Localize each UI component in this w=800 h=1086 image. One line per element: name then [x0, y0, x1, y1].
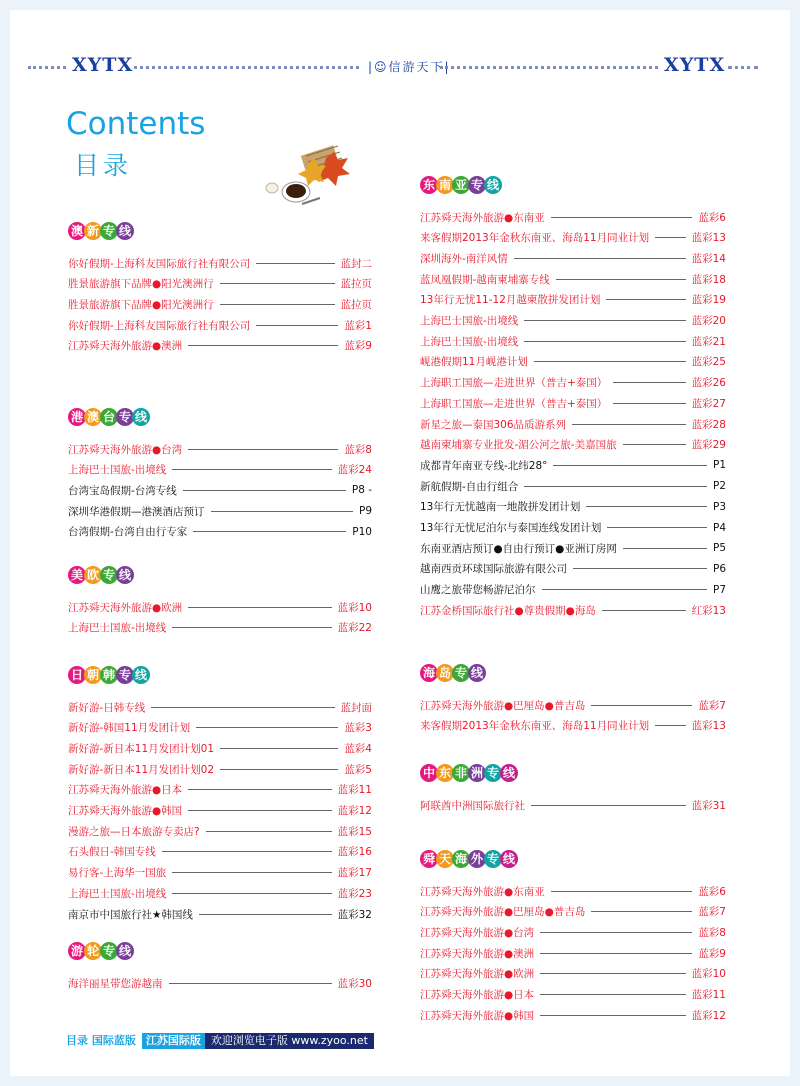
- toc-entry[interactable]: [68, 974, 372, 992]
- toc-leader-line: [540, 932, 692, 933]
- title-mulu: 目录: [74, 151, 133, 180]
- toc-entry-title: 13年行无忧尼泊尔与泰国连线发团计划: [420, 522, 602, 534]
- toc-leader-line: [220, 769, 338, 770]
- toc-entry[interactable]: [420, 477, 726, 495]
- toc-leader-line: [572, 424, 686, 425]
- section-heading-char: 岛: [436, 664, 454, 682]
- toc-entry-title: 漫游之旅—日本旅游专卖店?: [68, 825, 200, 838]
- section-heading-char: 专: [484, 764, 502, 782]
- toc-leader-line: [188, 810, 331, 811]
- section-heading-char: 韩: [100, 666, 118, 684]
- toc-entry-title: 江苏舜天海外旅游●巴厘岛●普吉岛: [420, 699, 586, 712]
- section-heading-char: 线: [500, 850, 518, 868]
- toc-entry[interactable]: [420, 796, 726, 814]
- section-heading-char: 日: [68, 666, 86, 684]
- section-heading-char: 新: [84, 222, 102, 240]
- section-heading-char: 专: [116, 408, 134, 426]
- toc-leader-line: [172, 872, 331, 873]
- toc-entry[interactable]: [420, 436, 726, 454]
- toc-entry-page: 蓝彩18: [691, 273, 726, 286]
- toc-entry[interactable]: [68, 316, 372, 334]
- section-heading-char: 线: [132, 666, 150, 684]
- toc-entry-page: 蓝彩17: [337, 867, 372, 880]
- toc-leader-line: [206, 831, 332, 832]
- toc-entry-page: 蓝彩8: [344, 443, 372, 456]
- toc-entry-page: 蓝彩13: [691, 720, 726, 733]
- header-slogan: |☺信游天下|: [368, 60, 451, 74]
- section-heading-char: 专: [484, 850, 502, 868]
- toc-entry[interactable]: [68, 760, 372, 778]
- toc-entry-page: 蓝彩10: [691, 968, 726, 981]
- toc-entry[interactable]: [420, 965, 726, 983]
- toc-leader-line: [540, 973, 685, 974]
- toc-entry-page: P4: [712, 521, 726, 534]
- toc-leader-line: [606, 299, 685, 300]
- toc-leader-line: [623, 548, 707, 549]
- section-heading-char: 欧: [84, 566, 102, 584]
- toc-entry-page: 蓝彩9: [698, 947, 726, 960]
- toc-entry-page: 蓝彩12: [691, 1009, 726, 1022]
- toc-entry-title: 上海巴士国旅-出境线: [68, 622, 167, 635]
- toc-leader-line: [542, 589, 707, 590]
- toc-entry[interactable]: [420, 415, 726, 433]
- toc-entry-title: 石头假日-韩国专线: [68, 846, 156, 859]
- toc-entry[interactable]: [68, 739, 372, 757]
- toc-entry-title: 易行客-上海华一国旅: [68, 867, 167, 880]
- toc-leader-line: [256, 263, 334, 264]
- toc-leader-line: [172, 469, 331, 470]
- toc-entry-page: 蓝彩10: [337, 601, 372, 614]
- header-dots-middle: [134, 66, 359, 69]
- toc-entry-title: 新好游-新日本11月发团计划02: [68, 763, 215, 776]
- toc-leader-line: [655, 237, 686, 238]
- toc-entry-page: 蓝彩25: [691, 356, 726, 369]
- toc-entry[interactable]: [420, 229, 726, 247]
- section-heading-haidao: [420, 664, 484, 682]
- section-heading-char: 线: [500, 764, 518, 782]
- toc-entry-page: 蓝彩32: [337, 908, 372, 921]
- toc-entry-title: 蓝凤凰假期-越南柬埔寨专线: [420, 273, 550, 286]
- toc-leader-line: [540, 994, 685, 995]
- toc-leader-line: [540, 953, 692, 954]
- toc-leader-line: [551, 217, 693, 218]
- toc-entry-title: 江苏舜天海外旅游●台湾: [68, 443, 183, 456]
- toc-entry-page: 蓝彩19: [691, 294, 726, 307]
- toc-entry-page: 蓝彩26: [691, 377, 726, 390]
- toc-entry-title: 江苏金桥国际旅行社●尊贵假期●海岛: [420, 604, 596, 617]
- section-heading-gangaotai: [68, 408, 148, 426]
- toc-entry[interactable]: [420, 291, 726, 309]
- coffee-surface: [286, 184, 306, 198]
- toc-entry[interactable]: [68, 461, 372, 479]
- toc-entry[interactable]: [420, 249, 726, 267]
- toc-entry[interactable]: [68, 275, 372, 293]
- toc-leader-line: [591, 705, 692, 706]
- toc-entry-title: 江苏舜天海外旅游●欧洲: [420, 968, 535, 981]
- toc-entry-title: 东南亚酒店预订●自由行预订●亚洲订房网: [420, 542, 617, 555]
- toc-entry-title: 江苏舜天海外旅游●东南亚: [420, 885, 545, 898]
- page-header: [28, 52, 758, 82]
- toc-leader-line: [586, 506, 707, 507]
- toc-entry-title: 新航假期-自由行组合: [420, 480, 519, 493]
- toc-entry[interactable]: [68, 337, 372, 355]
- toc-entry[interactable]: [420, 1006, 726, 1024]
- section-heading-char: 舜: [420, 850, 438, 868]
- section-heading-char: 专: [100, 566, 118, 584]
- toc-entry-title: 深圳海外-南洋风情: [420, 252, 508, 265]
- toc-entry[interactable]: [68, 523, 372, 541]
- toc-entry-title: 江苏舜天海外旅游●巴厘岛●普吉岛: [420, 906, 586, 919]
- toc-entry-page: 蓝彩7: [698, 699, 726, 712]
- toc-entry-page: P5: [712, 542, 726, 555]
- header-dots-end: [728, 66, 758, 69]
- toc-entry-page: 蓝封二: [340, 257, 372, 270]
- toc-entry[interactable]: [68, 619, 372, 637]
- toc-entry[interactable]: [420, 353, 726, 371]
- section-heading-char: 游: [68, 942, 86, 960]
- toc-entry-title: 越南西贡环球国际旅游有限公司: [420, 563, 567, 576]
- toc-entry[interactable]: [68, 822, 372, 840]
- brand-left: XYTX: [72, 54, 134, 76]
- toc-entry-page: 蓝彩16: [337, 846, 372, 859]
- toc-entry[interactable]: [420, 456, 726, 474]
- toc-entry-page: 蓝彩14: [691, 252, 726, 265]
- toc-entry-title: 胜景旅游旗下品牌●阳光澳洲行: [68, 278, 214, 291]
- toc-entry-page: 蓝彩11: [337, 784, 372, 797]
- section-heading-char: 轮: [84, 942, 102, 960]
- toc-leader-line: [256, 325, 338, 326]
- toc-entry-page: 蓝彩21: [691, 335, 726, 348]
- toc-entry[interactable]: [420, 270, 726, 288]
- toc-leader-line: [540, 1015, 685, 1016]
- toc-entry-title: 来客假期2013年金秋东南亚、海岛11月同业计划: [420, 232, 650, 245]
- section-heading-char: 台: [100, 408, 118, 426]
- toc-leader-line: [196, 727, 338, 728]
- footer-edition: 江苏国际版: [142, 1033, 205, 1049]
- toc-entry[interactable]: [68, 843, 372, 861]
- footer-label: 目录 国际蓝版: [66, 1034, 136, 1047]
- toc-entry-page: 蓝彩23: [337, 887, 372, 900]
- section-heading-char: 线: [116, 222, 134, 240]
- toc-entry-page: 蓝彩4: [344, 742, 372, 755]
- toc-entry[interactable]: [420, 986, 726, 1004]
- section-heading-char: 线: [116, 942, 134, 960]
- toc-leader-line: [172, 627, 331, 628]
- toc-entry[interactable]: [68, 719, 372, 737]
- section-heading-char: 港: [68, 408, 86, 426]
- toc-entry-title: 山鹰之旅带您畅游尼泊尔: [420, 584, 536, 597]
- toc-entry[interactable]: [420, 539, 726, 557]
- coffee-leaves-illustration: [262, 144, 354, 212]
- toc-entry[interactable]: [68, 781, 372, 799]
- toc-entry-page: 蓝彩28: [691, 418, 726, 431]
- toc-leader-line: [531, 805, 686, 806]
- section-heading-char: 线: [132, 408, 150, 426]
- toc-entry-page: 蓝彩1: [344, 319, 372, 332]
- toc-leader-line: [556, 279, 686, 280]
- toc-entry-page: P1: [712, 459, 726, 472]
- toc-entry-title: 江苏舜天海外旅游●台湾: [420, 926, 535, 939]
- section-heading-shuntian: [420, 850, 516, 868]
- toc-entry[interactable]: [420, 312, 726, 330]
- section-heading-char: 南: [436, 176, 454, 194]
- toc-entry-title: 13年行无忧越南一地散拼发团计划: [420, 501, 581, 514]
- toc-leader-line: [172, 893, 331, 894]
- toc-leader-line: [534, 361, 686, 362]
- toc-entry-page: P8 -: [351, 484, 372, 497]
- toc-entry[interactable]: [420, 903, 726, 921]
- toc-entry[interactable]: [420, 601, 726, 619]
- toc-entry[interactable]: [68, 698, 372, 716]
- section-heading-char: 东: [436, 764, 454, 782]
- toc-leader-line: [188, 345, 338, 346]
- toc-entry-page: P9: [358, 505, 372, 518]
- toc-entry[interactable]: [420, 696, 726, 714]
- toc-leader-line: [188, 449, 338, 450]
- title-contents: Contents: [66, 106, 206, 142]
- toc-leader-line: [623, 444, 686, 445]
- section-heading-char: 外: [468, 850, 486, 868]
- toc-entry[interactable]: [68, 481, 372, 499]
- section-heading-char: 亚: [452, 176, 470, 194]
- section-heading-char: 专: [468, 176, 486, 194]
- toc-leader-line: [514, 258, 686, 259]
- toc-entry[interactable]: [68, 254, 372, 272]
- toc-entry[interactable]: [68, 802, 372, 820]
- sugar-cube: [266, 183, 278, 193]
- toc-entry-title: 新好游-新日本11月发团计划01: [68, 742, 215, 755]
- toc-entry-title: 江苏舜天海外旅游●韩国: [420, 1009, 535, 1022]
- toc-entry-page: 蓝彩24: [337, 464, 372, 477]
- section-heading-char: 洲: [468, 764, 486, 782]
- toc-entry-page: P10: [352, 525, 372, 538]
- toc-entry-page: P2: [712, 480, 726, 493]
- toc-leader-line: [220, 283, 335, 284]
- toc-entry-title: 海洋丽星带您游越南: [68, 977, 163, 990]
- brand-right: XYTX: [664, 54, 726, 76]
- section-heading-char: 天: [436, 850, 454, 868]
- toc-entry[interactable]: [68, 295, 372, 313]
- toc-entry-title: 台湾假期-台湾自由行专家: [68, 526, 188, 539]
- toc-entry-title: 成都青年南亚专线-北纬28°: [420, 459, 548, 472]
- toc-entry-page: 蓝拉页: [340, 298, 372, 311]
- toc-entry[interactable]: [420, 519, 726, 537]
- toc-leader-line: [162, 851, 332, 852]
- toc-leader-line: [524, 341, 685, 342]
- toc-leader-line: [655, 725, 686, 726]
- section-heading-char: 澳: [84, 408, 102, 426]
- toc-leader-line: [183, 490, 346, 491]
- toc-leader-line: [193, 531, 346, 532]
- toc-entry-page: 蓝彩30: [337, 977, 372, 990]
- toc-entry[interactable]: [68, 884, 372, 902]
- toc-entry-title: 13年行无忧11-12月越柬散拼发团计划: [420, 294, 601, 307]
- section-heading-char: 中: [420, 764, 438, 782]
- toc-entry[interactable]: [420, 944, 726, 962]
- toc-entry-page: 蓝彩7: [698, 906, 726, 919]
- toc-entry[interactable]: [68, 440, 372, 458]
- toc-entry-page: 蓝彩22: [337, 622, 372, 635]
- toc-entry-title: 上海职工国旅—走进世界（普吉+泰国）: [420, 397, 608, 410]
- toc-entry[interactable]: [420, 374, 726, 392]
- section-heading-char: 东: [420, 176, 438, 194]
- toc-leader-line: [188, 789, 331, 790]
- toc-entry-page: P3: [712, 500, 726, 513]
- toc-entry-page: 红彩13: [691, 604, 726, 617]
- section-heading-char: 专: [452, 664, 470, 682]
- toc-leader-line: [524, 320, 685, 321]
- toc-leader-line: [551, 891, 693, 892]
- toc-entry-page: 蓝彩27: [691, 397, 726, 410]
- toc-leader-line: [220, 304, 335, 305]
- toc-leader-line: [607, 527, 707, 528]
- toc-entry[interactable]: [420, 717, 726, 735]
- toc-leader-line: [524, 486, 707, 487]
- toc-entry-title: 新星之旅—泰国306品质游系列: [420, 418, 567, 431]
- toc-entry[interactable]: [420, 560, 726, 578]
- section-heading-char: 线: [116, 566, 134, 584]
- toc-entry-page: 蓝彩29: [691, 439, 726, 452]
- toc-entry-title: 深圳华港假期—港澳酒店预订: [68, 505, 205, 518]
- toc-entry-page: P6: [712, 562, 726, 575]
- header-dots-right: [440, 66, 658, 69]
- toc-entry-title: 江苏舜天海外旅游●澳洲: [420, 947, 535, 960]
- toc-entry[interactable]: [68, 905, 372, 923]
- toc-entry-title: 岘港假期11月岘港计划: [420, 356, 528, 369]
- toc-entry-title: 上海巴士国旅-出境线: [68, 464, 167, 477]
- toc-entry-title: 胜景旅游旗下品牌●阳光澳洲行: [68, 298, 214, 311]
- section-heading-richaohan: [68, 666, 148, 684]
- section-heading-char: 美: [68, 566, 86, 584]
- toc-leader-line: [591, 911, 692, 912]
- toc-entry[interactable]: [68, 864, 372, 882]
- toc-entry-title: 江苏舜天海外旅游●日本: [420, 989, 535, 1001]
- header-dots-left: [28, 66, 66, 69]
- toc-entry-title: 上海巴士国旅-出境线: [68, 887, 167, 900]
- section-heading-aoxin: [68, 222, 132, 240]
- toc-entry[interactable]: [420, 882, 726, 900]
- toc-entry[interactable]: [68, 502, 372, 520]
- toc-entry-title: 江苏舜天海外旅游●澳洲: [68, 340, 183, 353]
- toc-entry-page: 蓝彩11: [691, 989, 726, 1001]
- toc-leader-line: [211, 511, 353, 512]
- toc-leader-line: [220, 748, 338, 749]
- toc-entry-title: 江苏舜天海外旅游●韩国: [68, 805, 183, 817]
- page-footer: [66, 1033, 374, 1049]
- section-heading-meiou: [68, 566, 132, 584]
- section-heading-zhongdongfeizhou: [420, 764, 516, 782]
- toc-entry-page: 蓝彩9: [344, 340, 372, 353]
- toc-entry-page: 蓝拉页: [340, 278, 372, 291]
- toc-leader-line: [169, 983, 332, 984]
- section-heading-char: 专: [100, 942, 118, 960]
- toc-entry[interactable]: [420, 394, 726, 412]
- toc-entry[interactable]: [420, 332, 726, 350]
- toc-leader-line: [151, 707, 334, 708]
- toc-entry-page: 蓝彩6: [698, 885, 726, 898]
- section-heading-char: 线: [468, 664, 486, 682]
- section-heading-char: 线: [484, 176, 502, 194]
- toc-entry-title: 南京市中国旅行社★韩国线: [68, 908, 193, 921]
- toc-entry-title: 上海巴士国旅-出境线: [420, 335, 519, 348]
- section-heading-char: 非: [452, 764, 470, 782]
- toc-leader-line: [613, 403, 685, 404]
- toc-entry[interactable]: [68, 598, 372, 616]
- toc-entry-title: 江苏舜天海外旅游●欧洲: [68, 601, 183, 614]
- toc-leader-line: [602, 610, 686, 611]
- section-heading-char: 澳: [68, 222, 86, 240]
- section-heading-dongnanya: [420, 176, 500, 194]
- toc-entry[interactable]: [420, 581, 726, 599]
- toc-entry-page: 蓝彩6: [698, 211, 726, 224]
- toc-entry-page: 蓝彩5: [344, 763, 372, 776]
- toc-entry[interactable]: [420, 498, 726, 516]
- toc-entry-page: 蓝彩20: [691, 315, 726, 327]
- toc-entry-title: 来客假期2013年金秋东南亚、海岛11月同业计划: [420, 720, 650, 733]
- toc-leader-line: [573, 568, 707, 569]
- toc-entry-page: 蓝彩31: [691, 799, 726, 812]
- toc-entry-title: 越南柬埔寨专业批发-湄公河之旅-美嘉国旅: [420, 439, 617, 452]
- section-heading-char: 专: [116, 666, 134, 684]
- toc-entry[interactable]: [420, 923, 726, 941]
- toc-entry[interactable]: [420, 208, 726, 226]
- footer-website[interactable]: 欢迎浏览电子版 www.zyoo.net: [205, 1033, 374, 1049]
- section-heading-char: 专: [100, 222, 118, 240]
- toc-entry-title: 新好游-韩国11月发团计划: [68, 722, 191, 735]
- toc-entry-title: 台湾宝岛假期-台湾专线: [68, 484, 177, 497]
- section-heading-youlun: [68, 942, 132, 960]
- section-heading-char: 海: [452, 850, 470, 868]
- toc-entry-title: 上海巴士国旅-出境线: [420, 315, 519, 327]
- section-heading-char: 朝: [84, 666, 102, 684]
- toc-entry-title: 你好假期-上海科友国际旅行社有限公司: [68, 319, 251, 332]
- toc-entry-title: 新好游-日韩专线: [68, 701, 146, 714]
- toc-entry-title: 上海职工国旅—走进世界（普吉+泰国）: [420, 377, 608, 390]
- toc-leader-line: [199, 914, 332, 915]
- toc-entry-title: 江苏舜天海外旅游●东南亚: [420, 211, 545, 224]
- toc-entry-page: 蓝彩12: [337, 805, 372, 817]
- toc-entry-page: 蓝彩3: [344, 722, 372, 735]
- toc-entry-page: 蓝彩8: [698, 926, 726, 939]
- toc-leader-line: [188, 607, 331, 608]
- toc-entry-page: 蓝彩13: [691, 232, 726, 245]
- toc-entry-page: 蓝彩15: [337, 825, 372, 838]
- toc-entry-page: P7: [712, 583, 726, 596]
- toc-leader-line: [613, 382, 685, 383]
- section-heading-char: 海: [420, 664, 438, 682]
- toc-leader-line: [553, 465, 707, 466]
- toc-entry-title: 阿联酋中洲国际旅行社: [420, 799, 525, 812]
- toc-entry-title: 江苏舜天海外旅游●日本: [68, 784, 183, 797]
- toc-entry-title: 你好假期-上海科友国际旅行社有限公司: [68, 257, 251, 270]
- toc-entry-page: 蓝封面: [340, 701, 372, 714]
